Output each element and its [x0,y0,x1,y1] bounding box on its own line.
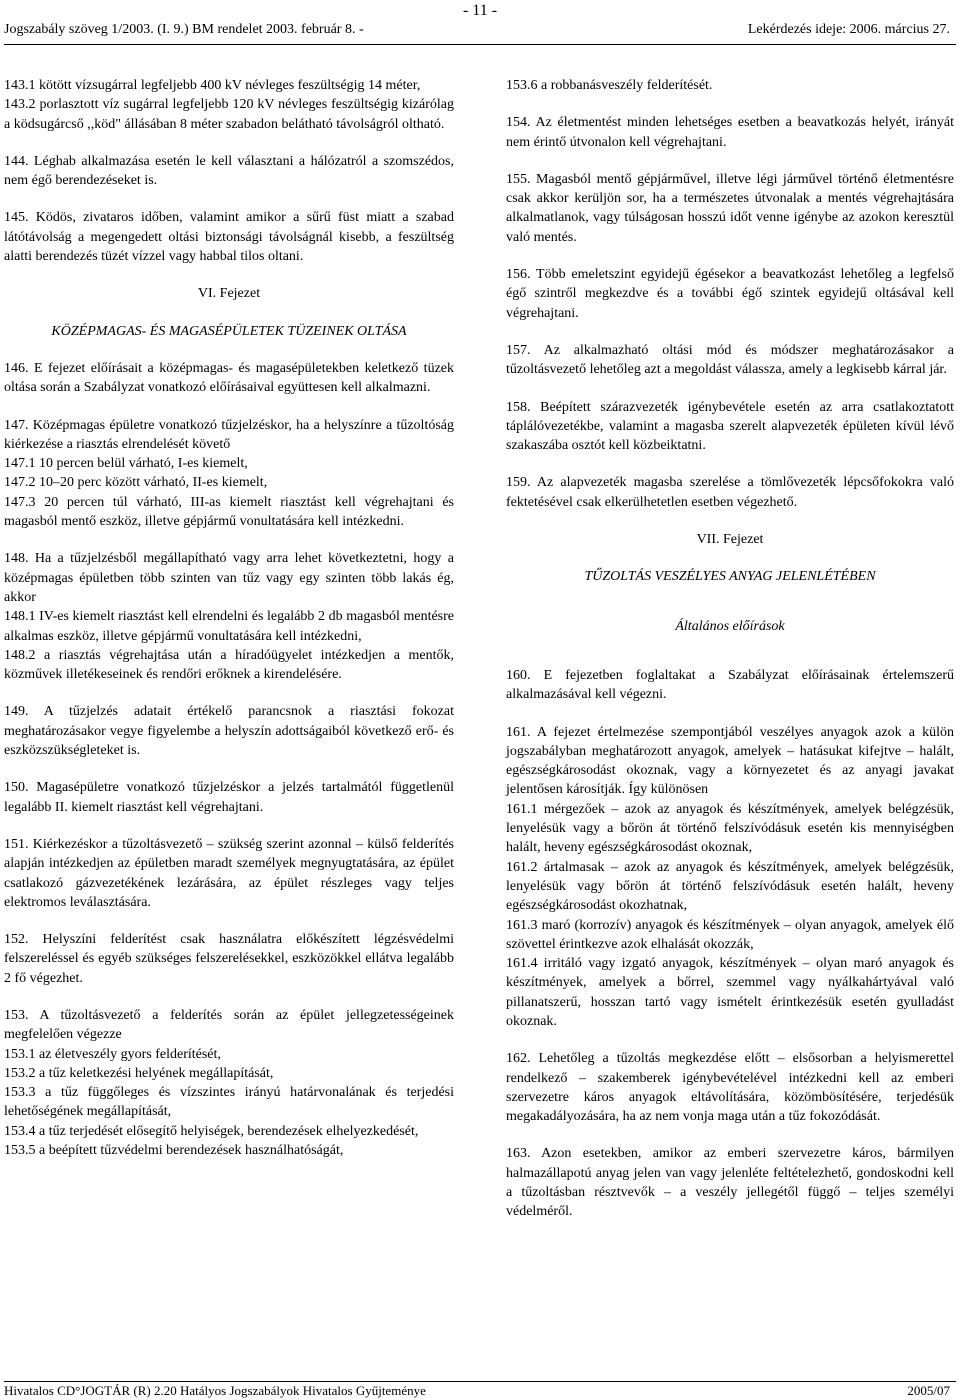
paragraph: 155. Magasból mentő gépjárművel, illetve légi járművel történő életmentésre csak akkor kerüljön sor, ha a természetes útvonalak a mentés végrehajtására alkalmatlanok, vagy túlságosan hosszú időt venne igénybe az azokon keresztül való mentés. [506,171,954,245]
paragraph: 147.2 10–20 perc között várható, II-es kiemelt, [4,475,268,491]
paragraph: 163. Azon esetekben, amikor az emberi szervezetre káros, bármilyen halmazállapotú anyag jelen van vagy jelenléte feltételezhető, gondoskodni kell a tűzoltásban résztvevők – a veszély jellegétől függő – teljes személyi védelméről. [506,1146,954,1220]
paragraph: 148.2 a riasztás végrehajtása után a híradóügyelet intézkedjen a mentők, közművek illetékeseinek és rendőri erőknek a kirendelésére. [4,647,454,683]
paragraph: 152. Helyszíni felderítést csak használatra előkészített légzésvédelmi felszereléssel és egyéb szükséges felszerelésekkel, eszközökkel ellátva legalább 2 fő végezhet. [4,932,454,986]
paragraph: 157. Az alkalmazható oltási mód és módszer meghatározásakor a tűzoltásvezető lehetőleg azt a megoldást válassza, amely a legkisebb kárral jár. [506,342,954,378]
paragraph: 153.1 az életveszély gyors felderítését, [4,1046,221,1062]
paragraph: 161.4 irritáló vagy izgató anyagok, készítmények – olyan maró anyagok és készítmények, amelyek a bőrrel, szemmel vagy nyálkahártyával való pillanatszerű, hosszan tartó vagy ismételt érintkezésük esetén gyulladást okoznak. [506,956,954,1029]
paragraph: 161.2 ártalmasak – azok az anyagok és készítmények, amelyek belégzésük, lenyelésük vagy bőrön át történő felszívódásuk esetén halált, heveny egészségkárosodást okozhatnak, [506,859,954,914]
left-column [4,76,454,1160]
footer-right: 2005/07 [907,1383,950,1398]
header-right: Lekérdezés ideje: 2006. március 27. [747,22,950,37]
paragraph: 162. Lehetőleg a tűzoltás megkezdése előtt – elsősorban a helyismerettel rendelkező – szakemberek igénybevételével intézkedni kell az emberi szervezetre káros anyagok eltávolítására, közömbösítésére, terjedésük megakadályozására, ha az nem vonja maga után a tűz fokozódását. [506,1051,954,1125]
paragraph: 154. Az életmentést minden lehetséges esetben a beavatkozás helyét, irányát nem érintő útvonalon kell végrehajtani. [506,115,954,150]
paragraph: 145. Ködös, zivataros időben, valamint amikor a sűrű füst miatt a szabad látótávolság a megengedett oltási biztonsági távolságnál kisebb, a feszültség alatti berendezés tüzét vízzel vagy habbal tilos oltani. [4,210,454,265]
paragraph: 161. A fejezet értelmezése szempontjából veszélyes anyagok azok a külön jogszabályban meghatározott anyagok, amelyek – hatásukat kifejtve – halált, egészségkárosodást okoznak, vagy a környezetet és az anyagi javakat jelentősen károsítják. Így különösen [506,724,954,798]
paragraph: 153.6 a robbanásveszély felderítését. [506,78,713,93]
footer-divider [4,1381,956,1382]
paragraph: 151. Kiérkezéskor a tűzoltásvezető – szükség szerint azonnal – külső felderítés alapján intézkedjen az épületben maradt személyek megnyugtatására, az épület csatlakozó gázvezetékének lezárására, az épület részleges vagy teljes elektromos leválasztására. [4,836,454,910]
right-column [506,76,954,1240]
paragraph: 143.1 kötött vízsugárral legfeljebb 400 kV névleges feszültségig 14 méter, [4,78,421,93]
paragraph: 149. A tűzjelzés adatait értékelő parancsnok a riasztási fokozat meghatározásakor vegye figyelembe a helyszín adottságaiból következő erő- és eszközszükségleteket is. [4,704,454,759]
page-number: - 11 - [462,2,498,19]
paragraph: 148. Ha a tűzjelzésből megállapítható vagy arra lehet következtetni, hogy a középmagas épületben több szinten van tűz vagy egy szinten több lakás ég, akkor [4,551,454,605]
paragraph: 144. Léghab alkalmazása esetén le kell választani a hálózatról a szomszédos, nem égő berendezéseket is. [4,153,454,189]
paragraph: 159. Az alapvezeték magasba szerelése a tömlővezeték lépcsőfokokra való fektetésével csak elkerülhetetlen esetben végezhető. [506,475,954,510]
paragraph: 153.2 a tűz keletkezési helyének megállapítását, [4,1065,274,1081]
paragraph: 160. E fejezetben foglaltakat a Szabályzat előírásainak értelemszerű alkalmazásával kell végezni. [506,667,954,703]
paragraph: 153.3 a tűz függőleges és vízszintes irányú határvonalának és terjedési lehetőségének megállapítását, [4,1085,454,1120]
section-subtitle: Általános előírások [675,618,785,634]
paragraph: 147.3 20 percen túl várható, III-as kiemelt riasztást kell végrehajtani és magasból mentő eszköz, illetve gépjármű vonultatására kell intézkedni. [4,494,454,530]
paragraph: 153.4 a tűz terjedését elősegítő helyiségek, berendezések elhelyezkedését, [4,1123,419,1139]
paragraph: 156. Több emeletszint egyidejű égésekor a beavatkozást lehetőleg a legfelső égő szintről megkezdve és a további égő szintek egyidejű oltásával kell végrehajtani. [506,267,954,321]
header-left: Jogszabály szöveg 1/2003. (I. 9.) BM rendelet 2003. február 8. - [4,22,364,37]
chapter-heading: VII. Fejezet [696,532,764,548]
chapter-heading: VI. Fejezet [197,286,261,302]
header-divider [4,44,956,45]
paragraph: 153.5 a beépített tűzvédelmi berendezések használhatóságát, [4,1143,344,1159]
paragraph: 148.1 IV-es kiemelt riasztást kell elrendelni és legalább 2 db magasból mentésre alkalmas eszköz, illetve gépjármű vonultatására kell intézkedni, [4,609,454,644]
chapter-title: KÖZÉPMAGAS- ÉS MAGASÉPÜLETEK TÜZEINEK OLTÁSA [51,323,407,339]
paragraph: 161.3 maró (korrozív) anyagok és készítmények – olyan anyagok, amelyek élő szövettel érintkezve azok elhalását okozzák, [506,917,954,952]
paragraph: 147.1 10 percen belül várható, I-es kiemelt, [4,456,248,472]
paragraph: 158. Beépített szárazvezeték igénybevétele esetén az arra csatlakoztatott táplálóvezetékbe, valamint a magasba szerelt alapvezeték épületen kívül lévő szakaszába osztót kell közbeiktatni. [506,399,954,454]
paragraph: 153. A tűzoltásvezető a felderítés során az épület jellegzetességeinek megfelelően végezze [4,1007,454,1043]
footer-left: Hivatalos CD°JOGTÁR (R) 2.20 Hatályos Jogszabályok Hivatalos Gyűjteménye [4,1383,426,1398]
paragraph: 150. Magasépületre vonatkozó tűzjelzéskor a jelzés tartalmától függetlenül legalább II. kiemelt riasztást kell végrehajtani. [4,780,454,815]
paragraph: 146. E fejezet előírásait a középmagas- és magasépületekben keletkező tüzek oltása során a Szabályzat vonatkozó előírásaival együttesen kell alkalmazni. [4,360,454,396]
paragraph: 143.2 porlasztott víz sugárral legfeljebb 120 kV névleges feszültségig kizárólag a ködsugárcső ,,köd" állásában 8 méter szabadon belátható távolságról oltható. [4,97,454,132]
paragraph: 161.1 mérgezőek – azok az anyagok és készítmények, amelyek belégzésük, lenyelésük vagy a bőrön át történő felszívódásuk esetén kis mennyiségben halált, heveny egészségkárosodást okoznak, [506,801,954,856]
chapter-title: TŰZOLTÁS VESZÉLYES ANYAG JELENLÉTÉBEN [584,569,876,585]
paragraph: 147. Középmagas épületre vonatkozó tűzjelzéskor, ha a helyszínre a tűzoltóság kiérkezése a riasztás elrendelését követő [4,417,454,452]
